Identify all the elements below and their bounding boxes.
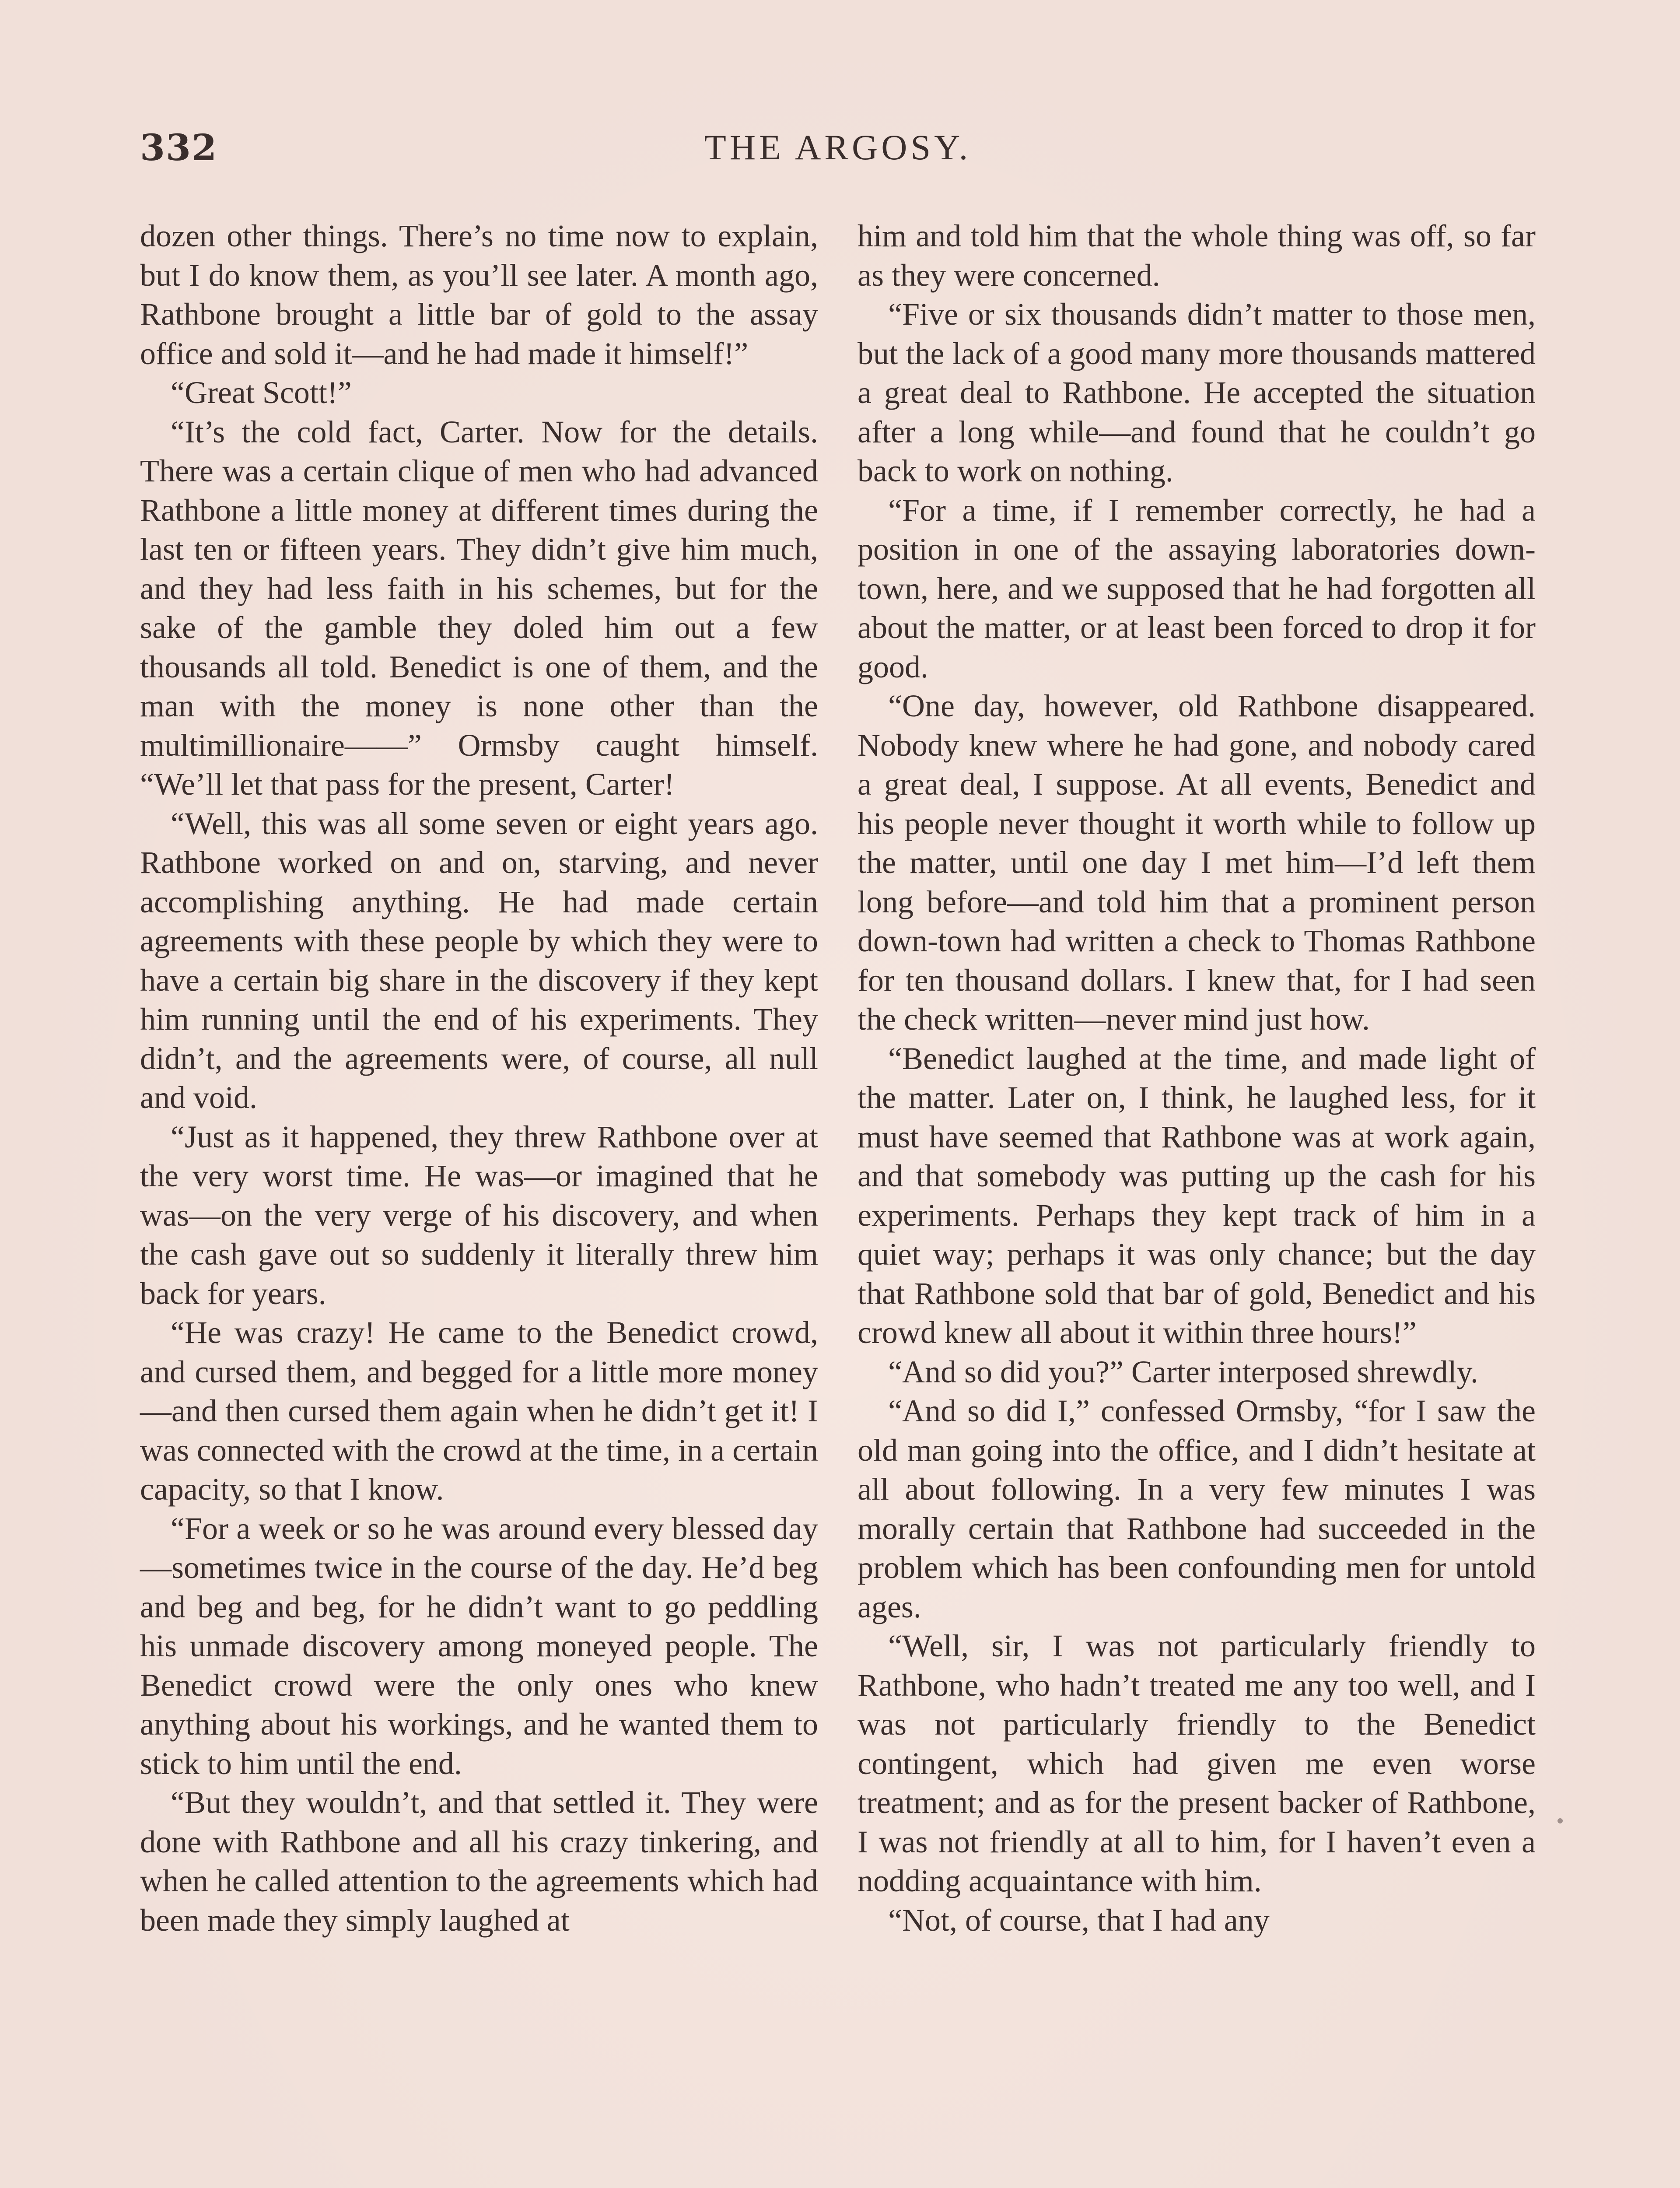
paragraph: “One day, however, old Rathbone disappeared. Nobody knew where he had gone, and nobody cared a great deal, I suppose. At all events, Benedict and his people never thought it worth while to follow up the matter, until one day I met him—I’d left them long before—and told him that a prominent person down-town had written a check to Thomas Rathbone for ten thousand dollars. I knew that, for I had seen the check written—never mind just how. xyxy=(858,688,1536,1037)
paragraph: “Well, sir, I was not particularly friendly to Rathbone, who hadn’t treated me any too well, and I was not particularly friendly to the Benedict contingent, which had given me even worse treatment; and as for the present backer of Rathbone, I was not friendly at all to him, for I haven’t even a nodding acquaintance with him. xyxy=(858,1628,1536,1898)
paragraph: “It’s the cold fact, Carter. Now for the details. There was a certain clique of men who had advanced Rathbone a little money at different times during the last ten or fifteen years. They didn’t give him much, and they had less faith in his schemes, but for the sake of the gamble they doled him out a few thousands all told. Benedict is one of them, and the man with the money is none other than the multimillionaire——” Ormsby caught himself. “We’ll let that pass for the present, Carter! xyxy=(140,414,818,802)
paragraph: “For a week or so he was around every blessed day—sometimes twice in the course of the day. He’d beg and beg and beg, for he didn’t want to go peddling his unmade discovery among moneyed people. The Benedict crowd were the only ones who knew anything about his workings, and he wanted them to stick to him until the end. xyxy=(140,1511,818,1781)
paragraph: “And so did I,” confessed Ormsby, “for I saw the old man going into the office, and I didn’t hesitate at all about following. In a very few minutes I was morally certain that Rathbone had succeeded in the problem which has been confounding men for untold ages. xyxy=(858,1393,1536,1624)
paragraph: “And so did you?” Carter interposed shrewdly. xyxy=(888,1354,1478,1389)
paragraph: “Benedict laughed at the time, and made light of the matter. Later on, I think, he laughed less, for it must have seemed that Rathbone was at work again, and that somebody was putting up the cash for his experiments. Perhaps they kept track of him in a quiet way; perhaps it was only chance; but the day that Rathbone sold that bar of gold, Benedict and his crowd knew all about it within three hours!” xyxy=(858,1041,1536,1350)
left-column xyxy=(140,217,818,1940)
running-head: THE ARGOSY. xyxy=(704,127,972,167)
paper-speck xyxy=(1558,1818,1563,1823)
paragraph: him and told him that the whole thing was off, so far as they were concerned. xyxy=(858,218,1536,293)
right-column xyxy=(858,217,1536,1940)
paragraph: “Not, of course, that I had any xyxy=(888,1902,1270,1938)
paragraph: “Five or six thousands didn’t matter to those men, but the lack of a good many more thousands mattered a great deal to Rathbone. He accepted the situation after a long while—and found that he couldn’t go back to work on nothing. xyxy=(858,297,1536,488)
paragraph: “Great Scott!” xyxy=(171,375,352,410)
paragraph: “But they wouldn’t, and that settled it. They were done with Rathbone and all his crazy tinkering, and when he called attention to the agreements which had been made they simply laughed at xyxy=(140,1785,818,1938)
paragraph: “For a time, if I remember correctly, he had a position in one of the assaying laboratories down-town, here, and we supposed that he had forgotten all about the matter, or at least been forced to drop it for good. xyxy=(858,492,1536,684)
paragraph: “Just as it happened, they threw Rathbone over at the very worst time. He was—or imagined that he was—on the very verge of his discovery, and when the cash gave out so suddenly it literally threw him back for years. xyxy=(140,1119,818,1311)
page-number: 332 xyxy=(140,127,218,169)
paragraph: “He was crazy! He came to the Benedict crowd, and cursed them, and begged for a little more money—and then cursed them again when he didn’t get it! I was connected with the crowd at the time, in a certain capacity, so that I know. xyxy=(140,1315,818,1507)
page-header xyxy=(140,127,1536,188)
paragraph: “Well, this was all some seven or eight years ago. Rathbone worked on and on, starving, and never accomplishing anything. He had made certain agreements with these people by which they were to have a certain big share in the discovery if they kept him running until the end of his experiments. They didn’t, and the agreements were, of course, all null and void. xyxy=(140,806,818,1115)
paragraph: dozen other things. There’s no time now to explain, but I do know them, as you’ll see later. A month ago, Rathbone brought a little bar of gold to the assay office and sold it—and he had made it himself!” xyxy=(140,218,818,371)
